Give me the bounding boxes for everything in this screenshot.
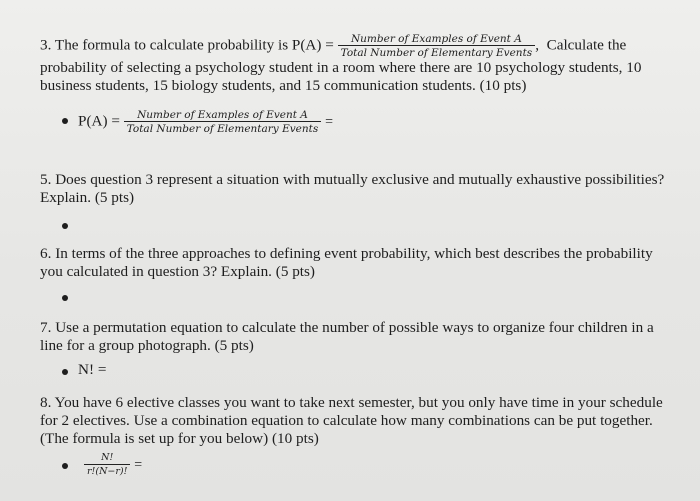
question-3-answer-line — [78, 109, 333, 135]
fraction-comma: , — [535, 36, 539, 54]
bullet-icon — [62, 295, 68, 301]
answer-fraction — [124, 109, 322, 135]
question-7-line-1: 7. Use a permutation equation to calculate the number of possible ways to organize four children in a — [40, 319, 654, 336]
combination-denominator: r!(N−r)! — [87, 466, 128, 477]
question-8 — [40, 394, 663, 448]
combination-formula-fraction — [84, 452, 130, 478]
answer-prefix: P(A) = — [78, 112, 120, 130]
bullet-icon — [62, 118, 68, 124]
question-3-prefix: 3. The formula to calculate probability is P(A) = — [40, 36, 334, 54]
question-6-line-1: 6. In terms of the three approaches to defining event probability, which best describes the probability — [40, 245, 653, 262]
question-5-line-2: Explain. (5 pts) — [40, 189, 135, 206]
question-8-line-1: 8. You have 6 elective classes you want to take next semester, but you only have time in your schedule — [40, 394, 663, 411]
combination-numerator: N! — [84, 452, 130, 465]
bullet-icon — [62, 463, 68, 469]
fraction-denominator: Total Number of Elementary Events — [340, 47, 533, 59]
question-5-line-1: 5. Does question 3 represent a situation with mutually exclusive and mutually exhaustive possibilities? — [40, 171, 665, 188]
bullet-icon — [62, 369, 68, 375]
question-6-line-2: you calculated in question 3? Explain. (5 pts) — [40, 263, 315, 280]
answer-equals: = — [325, 114, 333, 130]
question-8-line-3: (The formula is set up for you below) (10 pts) — [40, 430, 319, 447]
question-8-answer-line — [84, 452, 142, 478]
question-3-line-3: business students, 15 biology students, and 15 communication students. (10 pts) — [40, 77, 527, 94]
combination-equals: = — [134, 457, 143, 473]
fraction-numerator: Number of Examples of Event A — [338, 33, 536, 46]
bullet-icon — [62, 223, 68, 229]
question-5 — [40, 171, 665, 207]
question-3-suffix: Calculate the — [546, 36, 627, 54]
answer-fraction-numerator: Number of Examples of Event A — [124, 109, 322, 122]
question-8-line-2: for 2 electives. Use a combination equation to calculate how many combinations can be put together. — [40, 412, 653, 429]
question-3-line-2: probability of selecting a psychology student in a room where there are 10 psychology students, 10 — [40, 59, 642, 76]
probability-formula-fraction — [338, 33, 536, 59]
question-6 — [40, 245, 660, 281]
answer-fraction-denominator: Total Number of Elementary Events — [126, 123, 319, 135]
question-7-line-2: line for a group photograph. (5 pts) — [40, 337, 254, 354]
question-7-answer-line: N! = — [78, 361, 107, 378]
question-3-line-1 — [40, 33, 660, 59]
question-3 — [40, 33, 660, 95]
question-7 — [40, 319, 660, 355]
